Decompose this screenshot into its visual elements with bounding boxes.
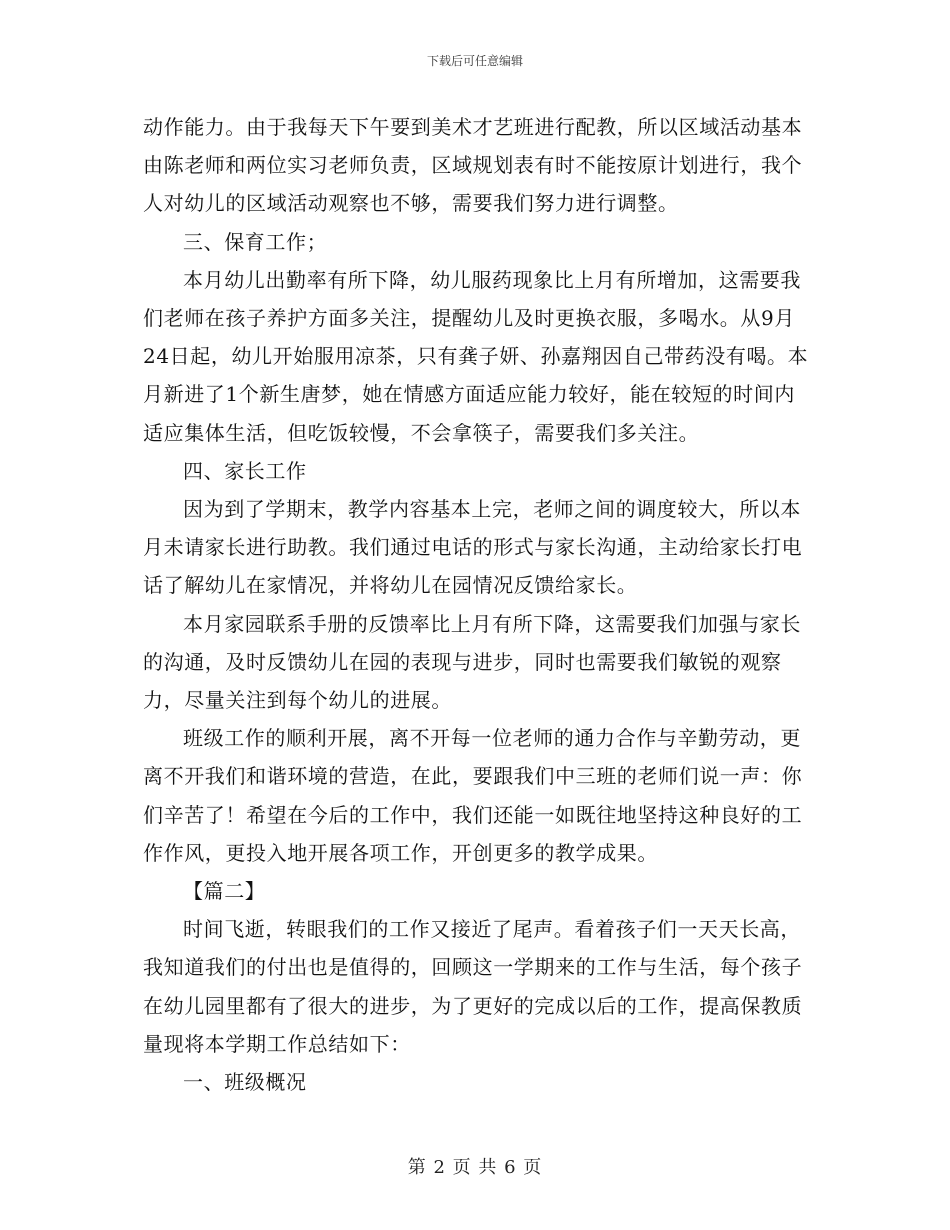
paragraph-part-two-intro: 时间飞逝，转眼我们的工作又接近了尾声。看着孩子们一天天长高，我知道我们的付出也是值得的，回顾这一学期来的工作与生活，每个孩子在幼儿园里都有了很大的进步，为了更好的完成以后的工作，提高保教质量现将本学期工作总结如下： xyxy=(143,917,803,1056)
paragraph-childcare: 本月幼儿出勤率有所下降，幼儿服药现象比上月有所增加，这需要我们老师在孩子养护方面多关注，提醒幼儿及时更换衣服，多喝水。从9月24日起，幼儿开始服用凉茶，只有龚子妍、孙嘉翔因自己带药没有喝。本月新进了1个新生唐梦，她在情感方面适应能力较好，能在较短的时间内适应集体生活，但吃饭较慢，不会拿筷子，需要我们多关注。 xyxy=(143,267,809,445)
document-body xyxy=(143,108,815,1101)
section-heading-childcare: 三、保育工作； xyxy=(183,229,328,254)
paragraph-parents-1: 因为到了学期末，教学内容基本上完，老师之间的调度较大，所以本月未请家长进行助教。我们通过电话的形式与家长沟通，主动给家长打电话了解幼儿在家情况，并将幼儿在园情况反馈给家长。 xyxy=(143,497,803,598)
paragraph-closing: 班级工作的顺利开展，离不开每一位老师的通力合作与辛勤劳动，更离不开我们和谐环境的营造，在此，要跟我们中三班的老师们说一声：你们辛苦了！希望在今后的工作中，我们还能一如既往地坚持这种良好的工作作风，更投入地开展各项工作，开创更多的教学成果。 xyxy=(143,726,803,865)
page-header: 下载后可任意编辑 xyxy=(426,54,523,68)
paragraph-parents-2: 本月家园联系手册的反馈率比上月有所下降，这需要我们加强与家长的沟通，及时反馈幼儿在园的表现与进步，同时也需要我们敏锐的观察力，尽量关注到每个幼儿的进展。 xyxy=(143,611,801,713)
page-footer: 第 2 页 共 6 页 xyxy=(407,1157,543,1178)
paragraph-continuation: 动作能力。由于我每天下午要到美术才艺班进行配教，所以区域活动基本由陈老师和两位实习老师负责，区域规划表有时不能按原计划进行，我个人对幼儿的区域活动观察也不够，需要我们努力进行调整。 xyxy=(143,115,803,216)
section-heading-class-overview: 一、班级概况 xyxy=(183,1070,307,1095)
section-heading-parents: 四、家长工作 xyxy=(183,458,307,483)
part-two-heading: 【篇二】 xyxy=(183,879,266,904)
